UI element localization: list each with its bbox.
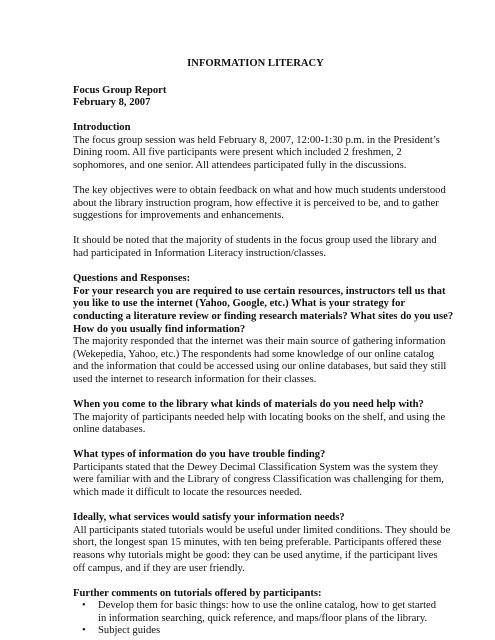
list-item-line: in information searching, quick reference, and maps/floor plans of the library. [98, 612, 428, 624]
intro-paragraph-3 [73, 235, 438, 260]
answer-line: The majority of participants needed help with locating books on the shelf, and using the [73, 411, 446, 423]
intro-paragraph-1 [73, 135, 438, 173]
answer-line: and the information that could be accessed using our online databases, but said they still [73, 361, 447, 373]
answer-line: Participants stated that the Dewey Decimal Classification System was the system they [73, 461, 439, 473]
bullet-icon: • [82, 625, 86, 637]
answer-line: used the internet to research information for their classes. [73, 373, 317, 385]
qa-block-5 [73, 588, 438, 638]
qa-heading: Questions and Responses: [73, 273, 191, 285]
answer-line: which made it difficult to locate the resources needed. [73, 487, 302, 499]
qa-block-3 [73, 449, 444, 499]
text-line: The key objectives were to obtain feedback on what and how much students understood [73, 185, 446, 197]
qa-block-4 [73, 512, 451, 575]
answer-line: All participants stated tutorials would be useful under limited conditions. They should be [73, 524, 451, 536]
text-line: suggestions for improvements and enhancements. [73, 210, 284, 222]
report-date: February 8, 2007 [73, 97, 151, 109]
list-item-line: Subject guides [98, 625, 161, 637]
text-line: about the library instruction program, how effective it is perceived to be, and to gather [73, 197, 439, 209]
report-title: Focus Group Report [73, 84, 167, 96]
text-line: Dining room. All five participants were present which included 2 freshmen, 2 [73, 147, 402, 159]
answer-line: online databases. [73, 424, 146, 436]
answer-line: (Wekepedia, Yahoo, etc.) The respondents had some knowledge of our online catalog [73, 348, 435, 360]
question-line: conducting a literature review or finding research materials? What sites do you use? [73, 310, 454, 322]
answer-line: were familiar with and the Library of congress Classification was challenging for them, [73, 474, 444, 486]
list-item [73, 625, 438, 638]
question-line: Ideally, what services would satisfy your information needs? [73, 512, 345, 524]
question-line: How do you usually find information? [73, 323, 246, 335]
bullet-icon: • [82, 600, 86, 612]
text-line: had participated in Information Literacy instruction/classes. [73, 248, 326, 260]
answer-line: short, the longest span 15 minutes, with ten being preferable. Participants offered these [73, 537, 442, 549]
text-line: sophomores, and one senior. All attendees participated fully in the discussions. [73, 160, 407, 172]
answer-line: off campus, and if they are user friendly. [73, 562, 245, 574]
intro-paragraph-2 [73, 185, 446, 223]
document-page [73, 58, 454, 638]
intro-section [73, 122, 446, 260]
report-header [73, 85, 438, 110]
list-item-line: Develop them for basic things: how to use the online catalog, how to get started [98, 600, 437, 612]
document-title: INFORMATION LITERACY [187, 58, 324, 69]
list-item [73, 600, 438, 625]
answer-line: The majority responded that the internet was their main source of gathering information [73, 336, 446, 348]
text-line: The focus group session was held February 8, 2007, 12:00-1:30 p.m. in the President’s [73, 134, 440, 146]
question-line: What types of information do you have trouble finding? [73, 449, 326, 461]
question-line: you like to use the internet (Yahoo, Google, etc.) What is your strategy for [73, 298, 406, 310]
question-line: When you come to the library what kinds of materials do you need help with? [73, 398, 424, 410]
answer-line: reasons why tutorials might be good: they can be used anytime, if the participant lives [73, 549, 438, 561]
question-line: For your research you are required to use certain resources, instructors tell us that [73, 285, 446, 297]
qa-block-1 [73, 273, 454, 386]
qa-block-2 [73, 398, 446, 437]
question-line: Further comments on tutorials offered by participants: [73, 587, 322, 599]
intro-heading: Introduction [73, 122, 131, 134]
tutorial-comments-list [73, 600, 438, 638]
text-line: It should be noted that the majority of students in the focus group used the library and [73, 235, 437, 247]
